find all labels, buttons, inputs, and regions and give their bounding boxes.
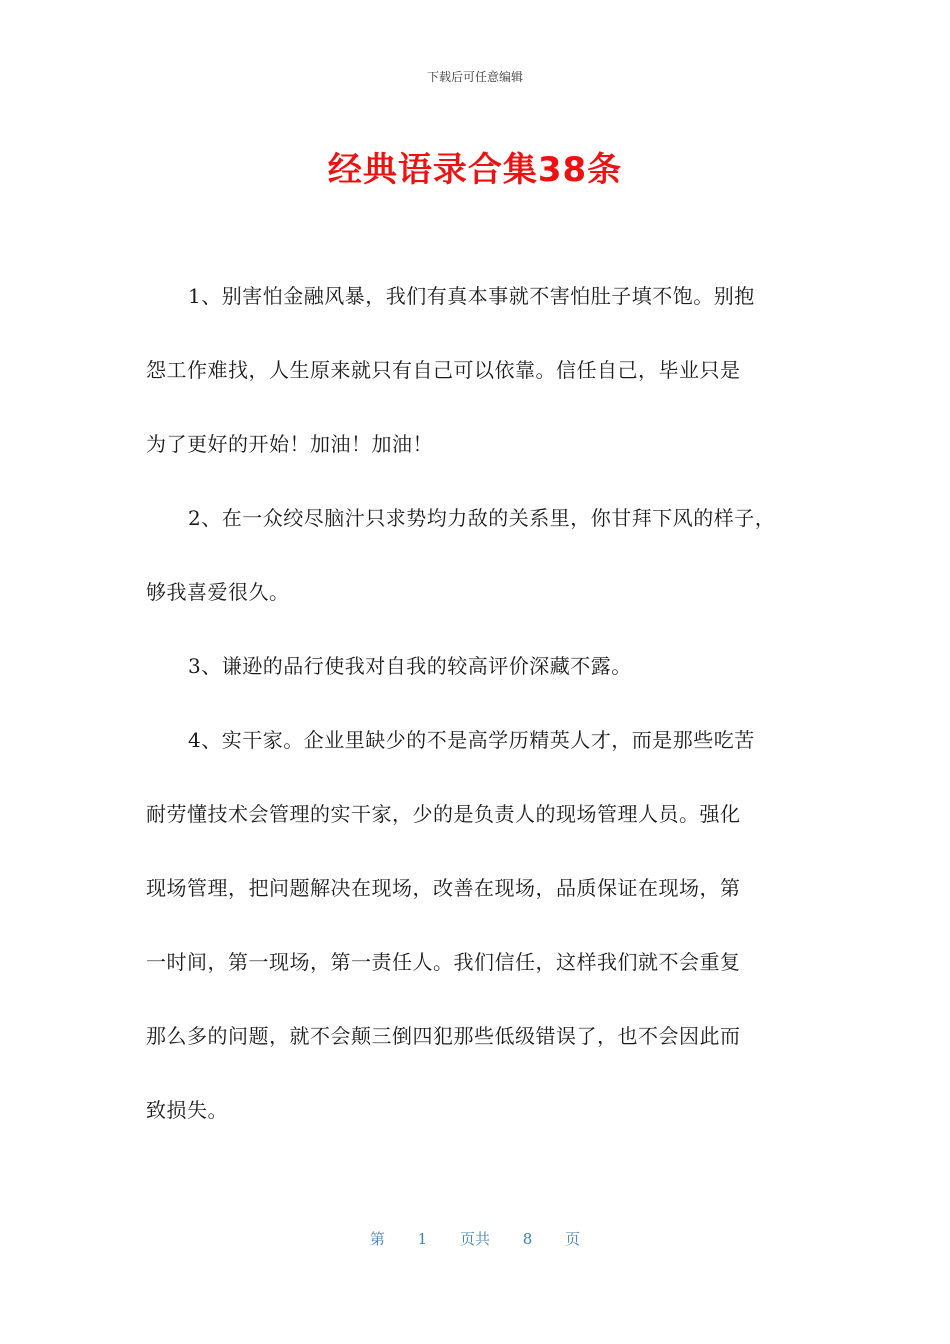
paragraph-line: 3、谦逊的品行使我对自我的较高评价深藏不露。	[188, 654, 632, 678]
footer-middle: 页共	[459, 1230, 490, 1248]
paragraph-line: 1、别害怕金融风暴，我们有真本事就不害怕肚子填不饱。别抱	[188, 284, 755, 308]
paragraph-line: 为了更好的开始！加油！加油！	[146, 432, 433, 456]
paragraph-line: 怨工作难找，人生原来就只有自己可以依靠。信任自己，毕业只是	[146, 358, 741, 382]
footer-prefix: 第	[369, 1230, 385, 1248]
paragraph-line: 一时间，第一现场，第一责任人。我们信任，这样我们就不会重复	[146, 950, 741, 974]
footer-total-pages: 8	[522, 1230, 533, 1248]
header-note: 下载后可任意编辑	[426, 70, 523, 84]
paragraph-line: 那么多的问题，就不会颠三倒四犯那些低级错误了，也不会因此而	[146, 1024, 741, 1048]
paragraph-line: 2、在一众绞尽脑汁只求势均力敌的关系里，你甘拜下风的样子，	[188, 506, 776, 530]
paragraph-line: 耐劳懂技术会管理的实干家，少的是负责人的现场管理人员。强化	[146, 802, 741, 826]
paragraph-line: 现场管理，把问题解决在现场，改善在现场，品质保证在现场，第	[146, 876, 741, 900]
paragraph-line: 致损失。	[146, 1098, 228, 1122]
paragraph-line: 4、实干家。企业里缺少的不是高学历精英人才，而是那些吃苦	[188, 728, 755, 752]
footer-suffix: 页	[565, 1230, 581, 1248]
paragraph-line: 够我喜爱很久。	[146, 580, 290, 604]
page-footer	[0, 1228, 950, 1249]
document-body	[146, 278, 818, 1166]
footer-current-page: 1	[417, 1230, 428, 1248]
document-title: 经典语录合集38条	[327, 150, 623, 190]
